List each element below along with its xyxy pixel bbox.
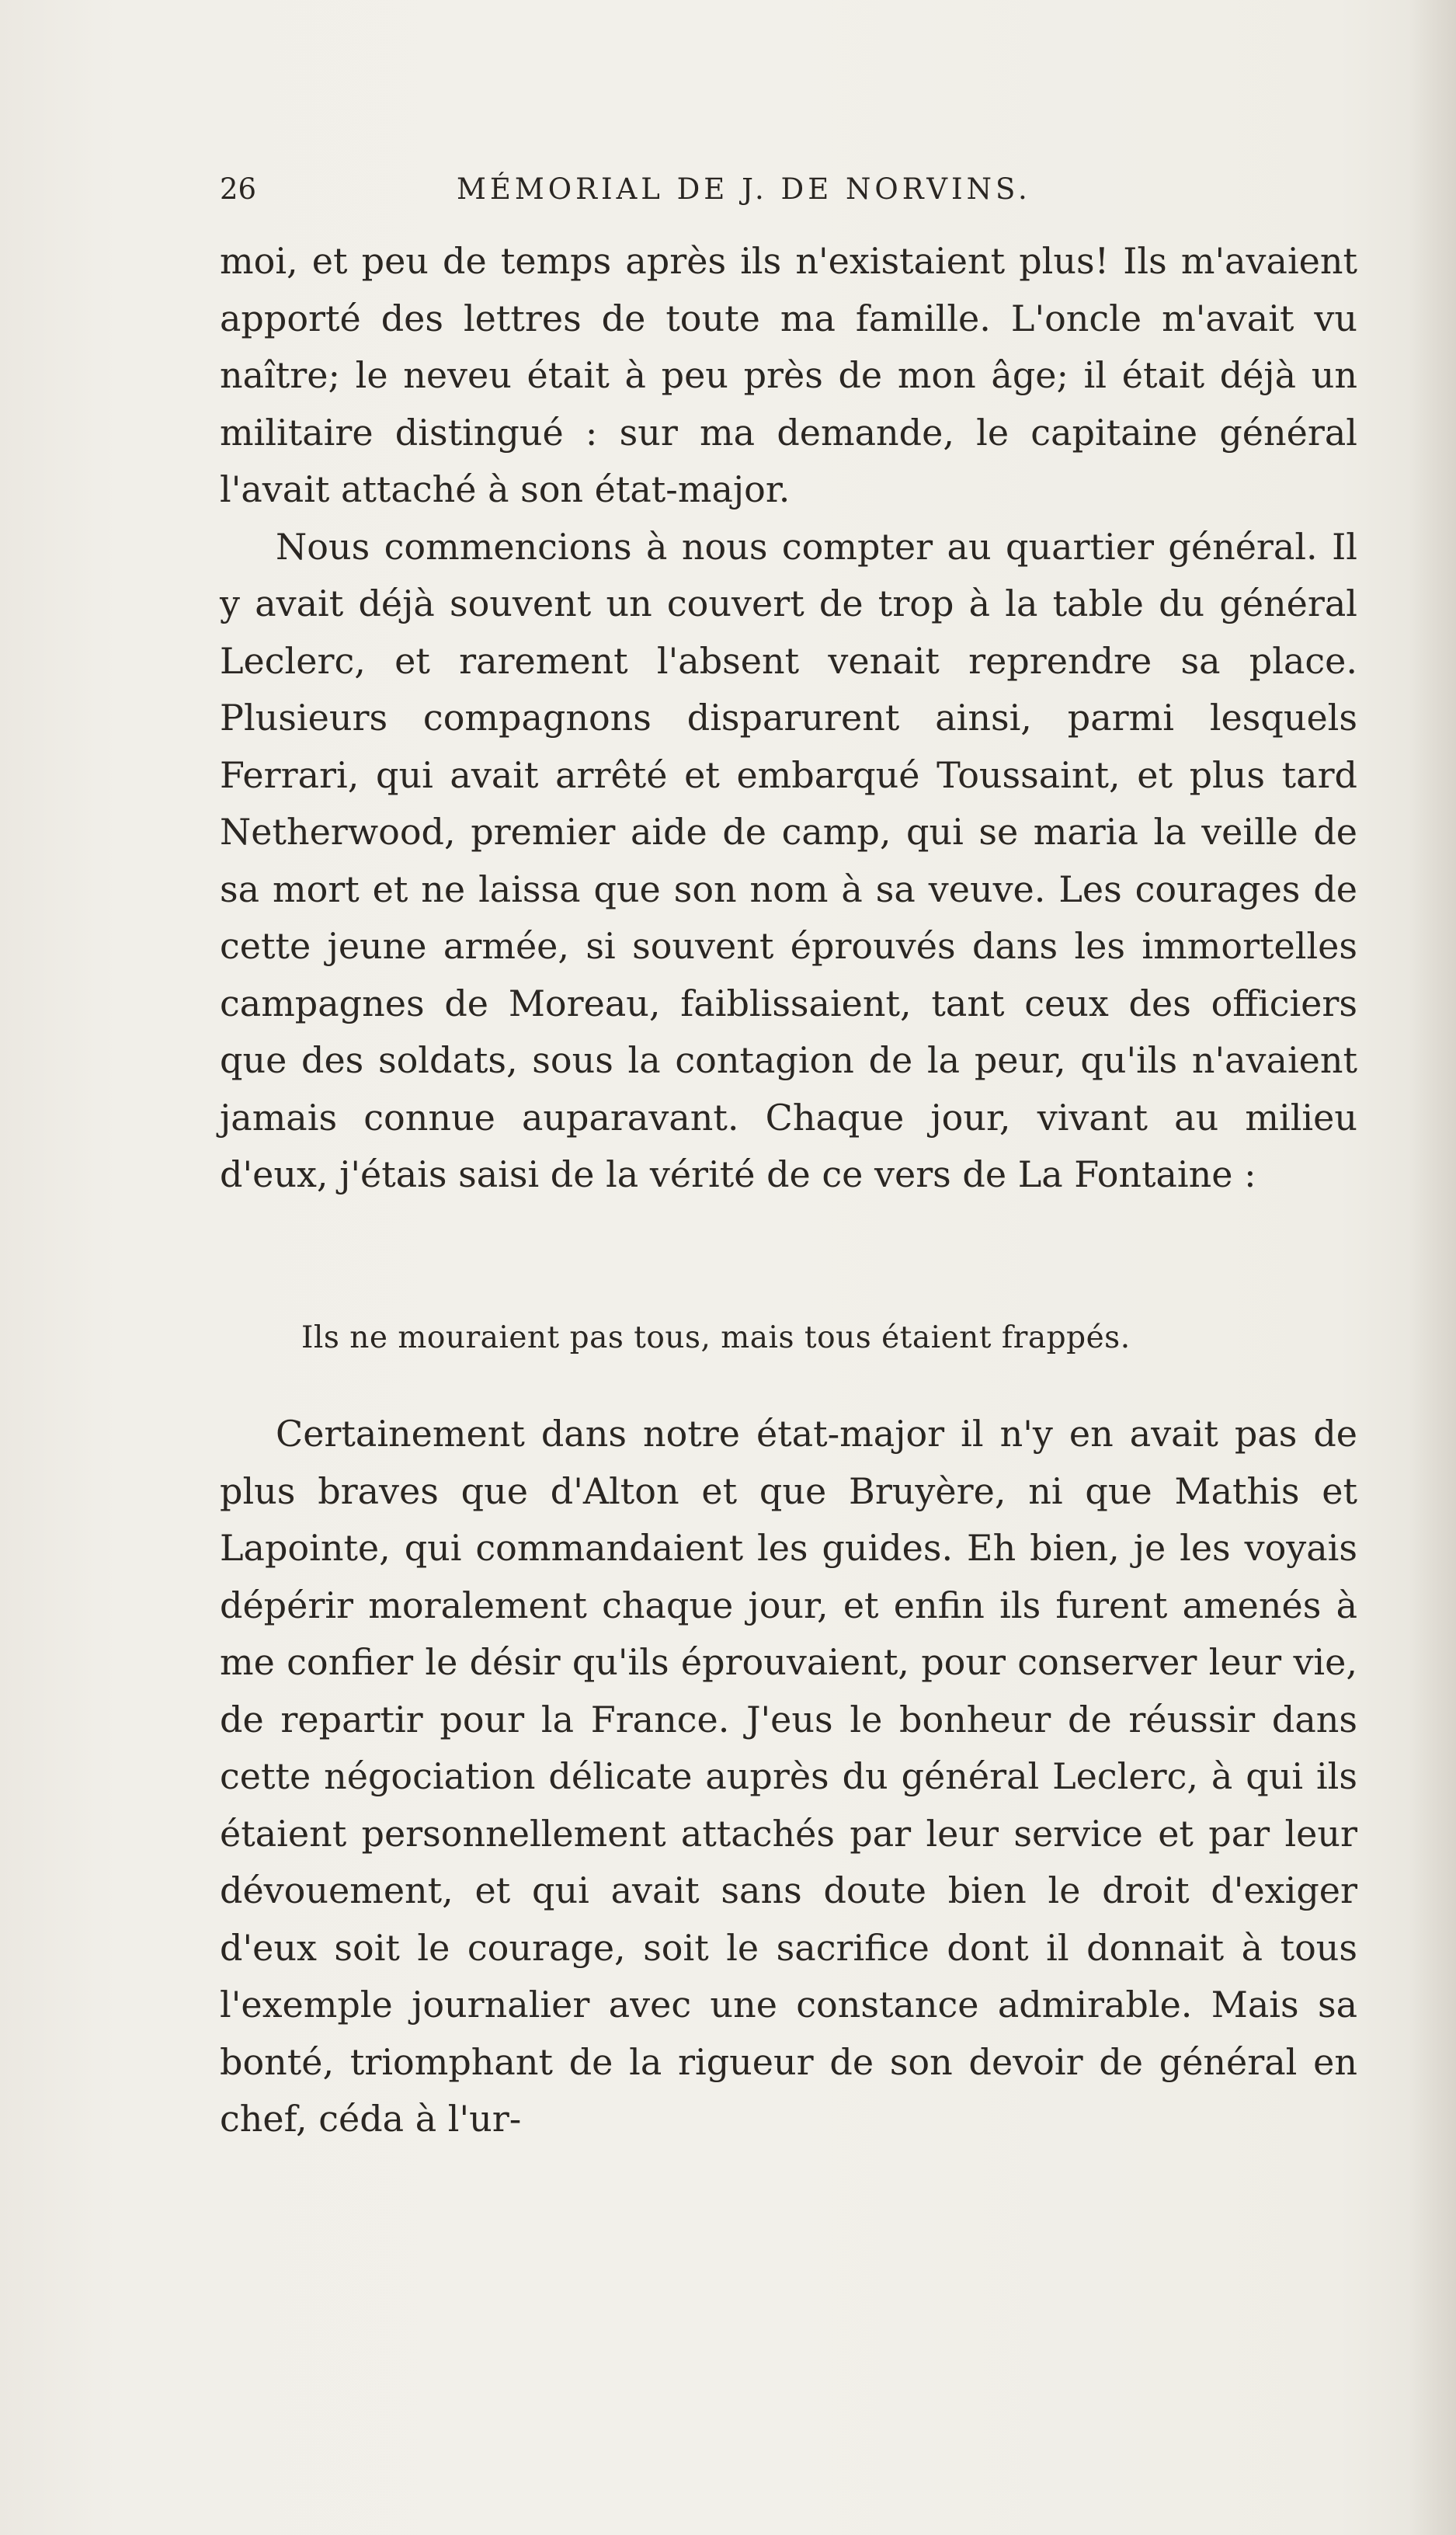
paragraph-3: Certainement dans notre état-major il n'y en avait pas de plus braves que d'Alton et que Bruyère, ni que Mathis et Lapointe, qui commandaient les guides. Eh bien, je les voyais dépérir moralement chaque jour, et enfin ils furent amenés à me confier le désir qu'ils éprouvaient, pour conserver leur vie, de repartir pour la France. J'eus le bonheur de réussir dans cette négociation délicate auprès du général Leclerc, à qui ils étaient personnellement attachés par leur service et par leur dévouement, et qui avait sans doute bien le droit d'exiger d'eux soit le courage, soit le sacrifice dont il donnait à tous l'exemple journalier avec une constance admirable. Mais sa bonté, triomphant de la rigueur de son devoir de général en chef, céda à l'ur- xyxy=(220,1413,1357,2140)
page-header xyxy=(220,172,1112,211)
verse-quote: Ils ne mouraient pas tous, mais tous étaient frappés. xyxy=(301,1320,1131,1355)
text-block-bottom xyxy=(220,1406,1357,2148)
page-edge-shadow xyxy=(1409,0,1456,2535)
page-number: 26 xyxy=(220,172,257,206)
paragraph-2: Nous commencions à nous compter au quartier général. Il y avait déjà souvent un couvert de trop à la table du général Leclerc, et rarement l'absent venait reprendre sa place. Plusieurs compagnons disparurent ainsi, parmi lesquels Ferrari, qui avait arrêté et embarqué Toussaint, et plus tard Netherwood, premier aide de camp, qui se maria la veille de sa mort et ne laissa que son nom à sa veuve. Les courages de cette jeune armée, si souvent éprouvés dans les immortelles campagnes de Moreau, faiblissaient, tant ceux des officiers que des soldats, sous la contagion de la peur, qu'ils n'avaient jamais connue auparavant. Chaque jour, vivant au milieu d'eux, j'étais saisi de la vérité de ce vers de La Fontaine : xyxy=(220,525,1357,1195)
text-block-top xyxy=(220,233,1357,1204)
running-title: MÉMORIAL DE J. DE NORVINS. xyxy=(457,172,1031,206)
paragraph-1: moi, et peu de temps après ils n'existaient plus! Ils m'avaient apporté des lettres de toute ma famille. L'oncle m'avait vu naître; le neveu était à peu près de mon âge; il était déjà un militaire distingué : sur ma demande, le capitaine général l'avait attaché à son état-major. xyxy=(220,240,1357,510)
